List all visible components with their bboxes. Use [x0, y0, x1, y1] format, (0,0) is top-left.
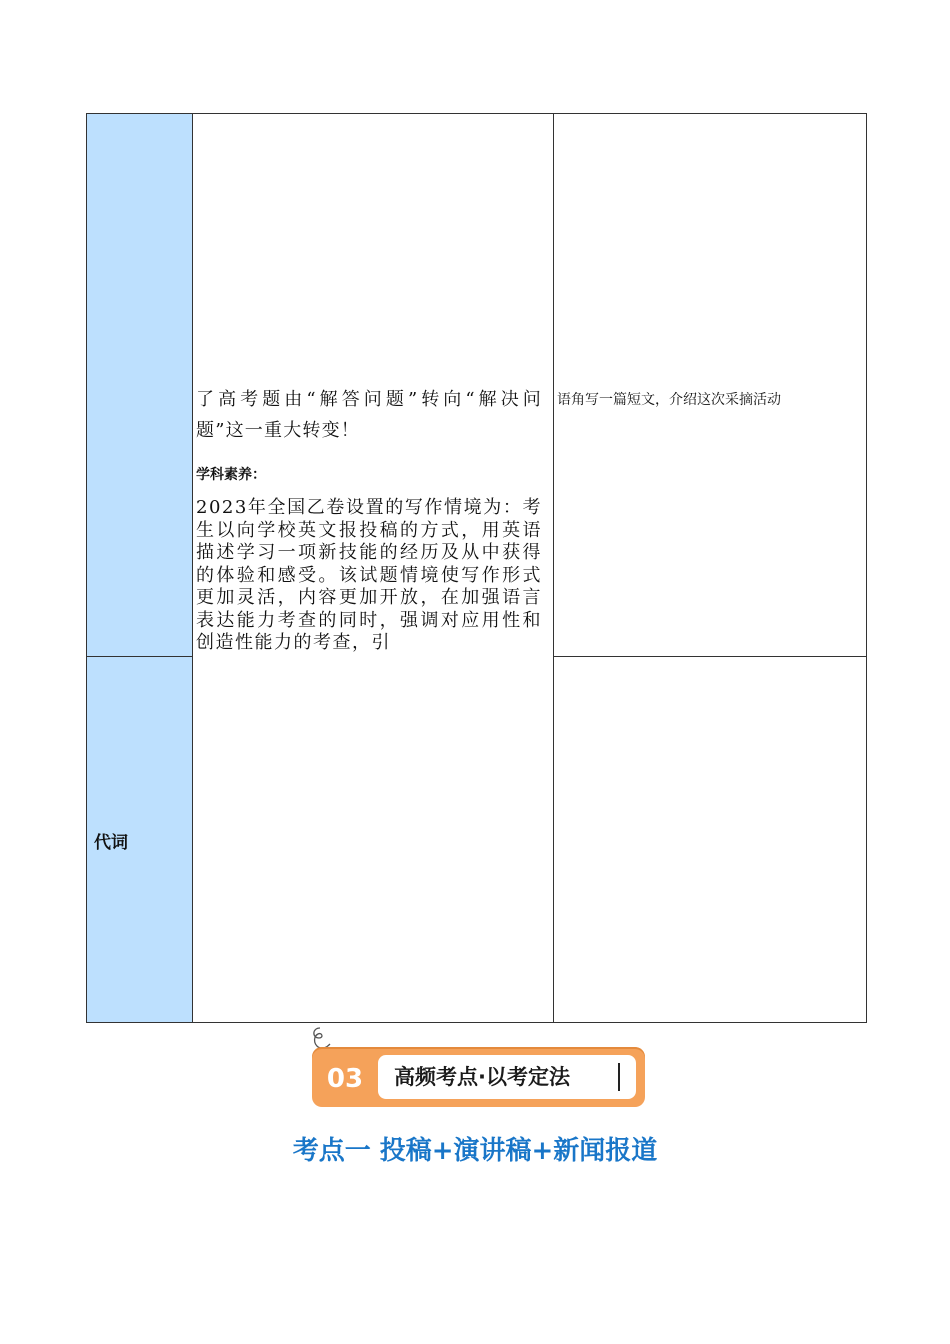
- row-label-pronoun: 代词: [94, 833, 128, 853]
- right-cell-text: 语角写一篇短文，介绍这次采摘活动: [557, 392, 781, 408]
- badge-pill: [378, 1055, 636, 1099]
- middle-paragraph-1: 了高考题由“解答问题”转向“解决问题”这一重大转变！: [196, 389, 542, 441]
- section-title: 考点一 投稿+演讲稿+新闻报道: [292, 1136, 658, 1166]
- middle-paragraph-2: 2023年全国乙卷设置的写作情境为：考生以向学校英文报投稿的方式，用英语描述学习一项新技能的经历及从中获得的体验和感受。该试题情境使写作形式更加灵活，内容更加开放，在加强语言表达能力考查的同时，强调对应用性和创造性能力的考查，引: [196, 497, 542, 653]
- text-cursor: [618, 1063, 620, 1091]
- right-cell-bottom: [553, 656, 867, 1023]
- right-cell-top: [553, 113, 867, 657]
- subject-literacy-heading: 学科素养：: [196, 467, 266, 483]
- label-cell-top: [86, 113, 193, 657]
- badge-title: 高频考点·以考定法: [394, 1065, 570, 1089]
- badge-number: 03: [326, 1064, 364, 1094]
- section-badge: [312, 1047, 645, 1107]
